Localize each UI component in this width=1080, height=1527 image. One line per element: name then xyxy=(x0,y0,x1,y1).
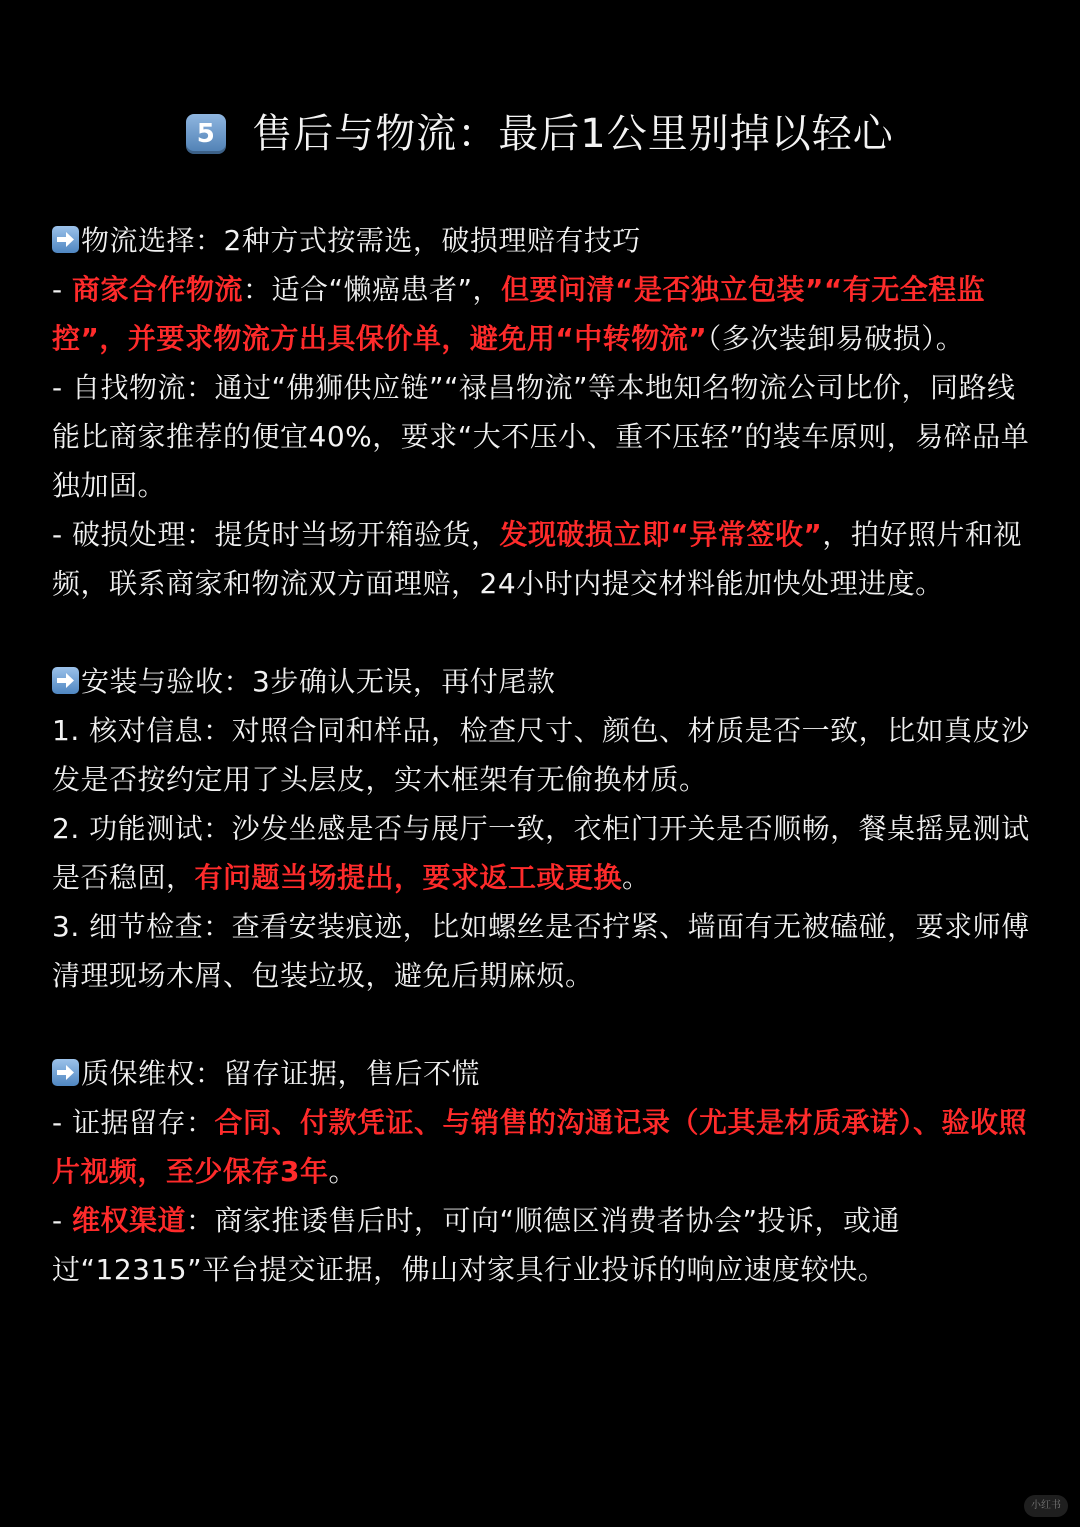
right-arrow-icon xyxy=(52,1059,79,1086)
list-item: - 证据留存：合同、付款凭证、与销售的沟通记录（尤其是材质承诺）、验收照片视频，至少保存3年。 xyxy=(52,1106,1028,1188)
list-item: 3. 细节检查：查看安装痕迹，比如螺丝是否拧紧、墙面有无被磕碰，要求师傅清理现场木屑、包装垃圾，避免后期麻烦。 xyxy=(52,910,1030,992)
highlight-text: 合同、付款凭证、与销售的沟通记录（尤其是材质承诺）、验收照片视频，至少保存3年 xyxy=(52,1106,1028,1188)
title-text: 售后与物流：最后1公里别掉以轻心 xyxy=(252,111,894,157)
highlight-label: 维权渠道 xyxy=(72,1204,187,1237)
watermark-logo: 小红书 xyxy=(1024,1495,1068,1517)
list-item: 1. 核对信息：对照合同和样品，检查尺寸、颜色、材质是否一致，比如真皮沙发是否按约定用了头层皮，实木框架有无偷换材质。 xyxy=(52,714,1030,796)
section-heading-warranty: 质保维权：留存证据，售后不慌 xyxy=(52,1049,1032,1098)
article-body xyxy=(52,216,1032,1294)
keycap-five-icon: 5 xyxy=(186,114,226,154)
right-arrow-icon xyxy=(52,667,79,694)
highlight-text: 有问题当场提出，要求返工或更换 xyxy=(194,861,623,894)
page-title xyxy=(0,104,1080,164)
right-arrow-icon xyxy=(52,226,79,253)
section-heading-logistics: 物流选择：2种方式按需选，破损理赔有技巧 xyxy=(52,216,1032,265)
highlight-text: 发现破损立即“异常签收” xyxy=(499,518,823,551)
section-heading-installation: 安装与验收：3步确认无误，再付尾款 xyxy=(52,657,1032,706)
highlight-label: 商家合作物流 xyxy=(72,273,244,306)
highlight-text: 但要问清“是否独立包装”“有无全程监控”，并要求物流方出具保价单，避免用“中转物流” xyxy=(52,273,986,355)
list-item: - 商家合作物流：适合“懒癌患者”，但要问清“是否独立包装”“有无全程监控”，并要求物流方出具保价单，避免用“中转物流”（多次装卸易破损）。 xyxy=(52,273,986,355)
list-item: - 维权渠道：商家推诿售后时，可向“顺德区消费者协会”投诉，或通过“12315”平台提交证据，佛山对家具行业投诉的响应速度较快。 xyxy=(52,1204,901,1286)
list-item: - 破损处理：提货时当场开箱验货，发现破损立即“异常签收”，拍好照片和视频，联系商家和物流双方面理赔，24小时内提交材料能加快处理进度。 xyxy=(52,518,1022,600)
list-item: 2. 功能测试：沙发坐感是否与展厅一致，衣柜门开关是否顺畅，餐桌摇晃测试是否稳固，有问题当场提出，要求返工或更换。 xyxy=(52,812,1030,894)
list-item: - 自找物流：通过“佛狮供应链”“禄昌物流”等本地知名物流公司比价，同路线能比商家推荐的便宜40%，要求“大不压小、重不压轻”的装车原则，易碎品单独加固。 xyxy=(52,371,1030,502)
